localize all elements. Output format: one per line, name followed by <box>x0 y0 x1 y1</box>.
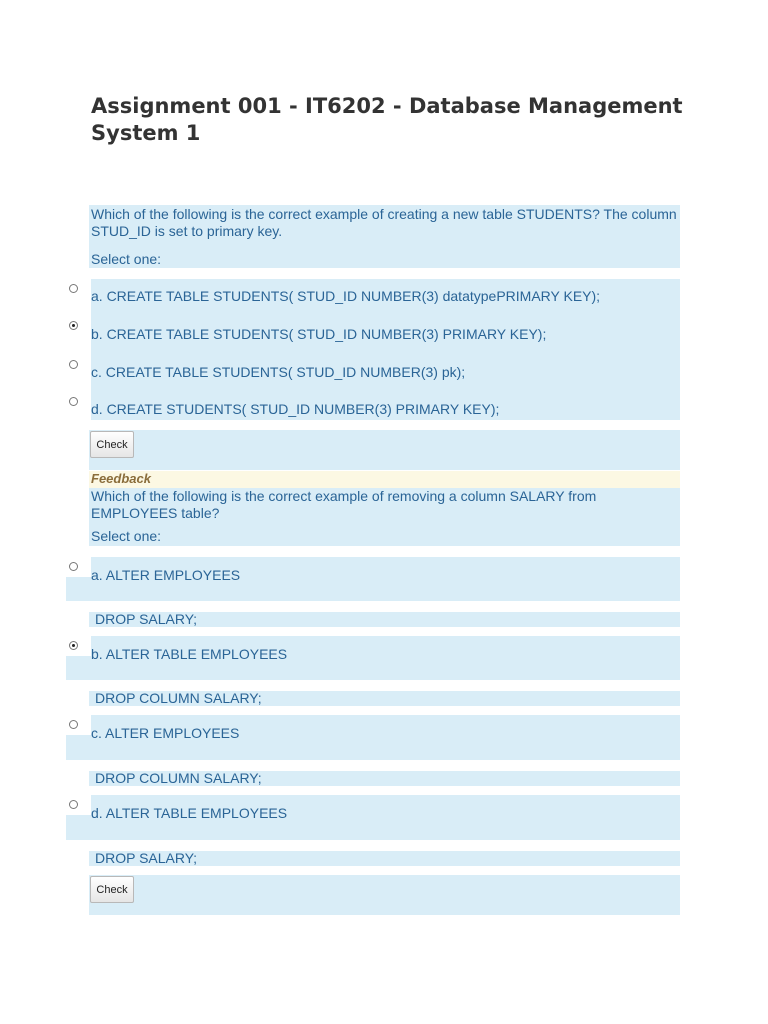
question-2-option-c-radio[interactable] <box>69 720 78 729</box>
question-1-feedback-label: Feedback <box>91 471 151 486</box>
question-1-option-d-radio[interactable] <box>69 397 78 406</box>
question-2-option-d-line1[interactable]: d. ALTER TABLE EMPLOYEES <box>91 805 288 821</box>
question-2-option-d-radio[interactable] <box>69 800 78 809</box>
question-1-option-c-radio[interactable] <box>69 360 78 369</box>
question-1-option-c-label[interactable]: c. CREATE TABLE STUDENTS( STUD_ID NUMBER(3) pk); <box>91 364 466 380</box>
question-2-option-a-radio[interactable] <box>69 562 78 571</box>
question-1-select-label: Select one: <box>91 251 162 267</box>
question-1-option-b-label[interactable]: b. CREATE TABLE STUDENTS( STUD_ID NUMBER(3) PRIMARY KEY); <box>91 326 547 342</box>
question-2-option-d-line2[interactable]: DROP SALARY; <box>95 850 198 866</box>
question-2-option-c-line1[interactable]: c. ALTER EMPLOYEES <box>91 725 240 741</box>
question-2-option-b-line1[interactable]: b. ALTER TABLE EMPLOYEES <box>91 646 288 662</box>
question-1-prompt: Which of the following is the correct example of creating a new table STUDENTS? The column STUD_ID is set to primary key. <box>91 206 677 239</box>
question-1-option-a-radio[interactable] <box>69 284 78 293</box>
question-1-option-d-label[interactable]: d. CREATE STUDENTS( STUD_ID NUMBER(3) PRIMARY KEY); <box>91 401 500 417</box>
question-2-option-c-line2[interactable]: DROP COLUMN SALARY; <box>95 770 262 786</box>
question-2-option-a-line1[interactable]: a. ALTER EMPLOYEES <box>91 567 241 583</box>
question-2-option-b-line2[interactable]: DROP COLUMN SALARY; <box>95 690 262 706</box>
question-1-check-button[interactable]: Check <box>90 431 134 458</box>
question-2-prompt: Which of the following is the correct example of removing a column SALARY from EMPLOYEES table? <box>91 488 597 521</box>
question-1-feedback-box <box>89 471 680 488</box>
question-1-check-area <box>89 430 680 470</box>
question-1-option-b-radio[interactable] <box>69 321 78 330</box>
question-2-select-label: Select one: <box>91 528 162 544</box>
question-2-option-a-line2[interactable]: DROP SALARY; <box>95 611 198 627</box>
question-2-check-area <box>89 875 680 915</box>
page-title: Assignment 001 - IT6202 - Database Management System 1 <box>91 94 683 145</box>
question-2-check-button[interactable]: Check <box>90 876 134 903</box>
question-2-option-b-radio[interactable] <box>69 641 78 650</box>
question-1-option-a-label[interactable]: a. CREATE TABLE STUDENTS( STUD_ID NUMBER(3) datatypePRIMARY KEY); <box>91 288 601 304</box>
